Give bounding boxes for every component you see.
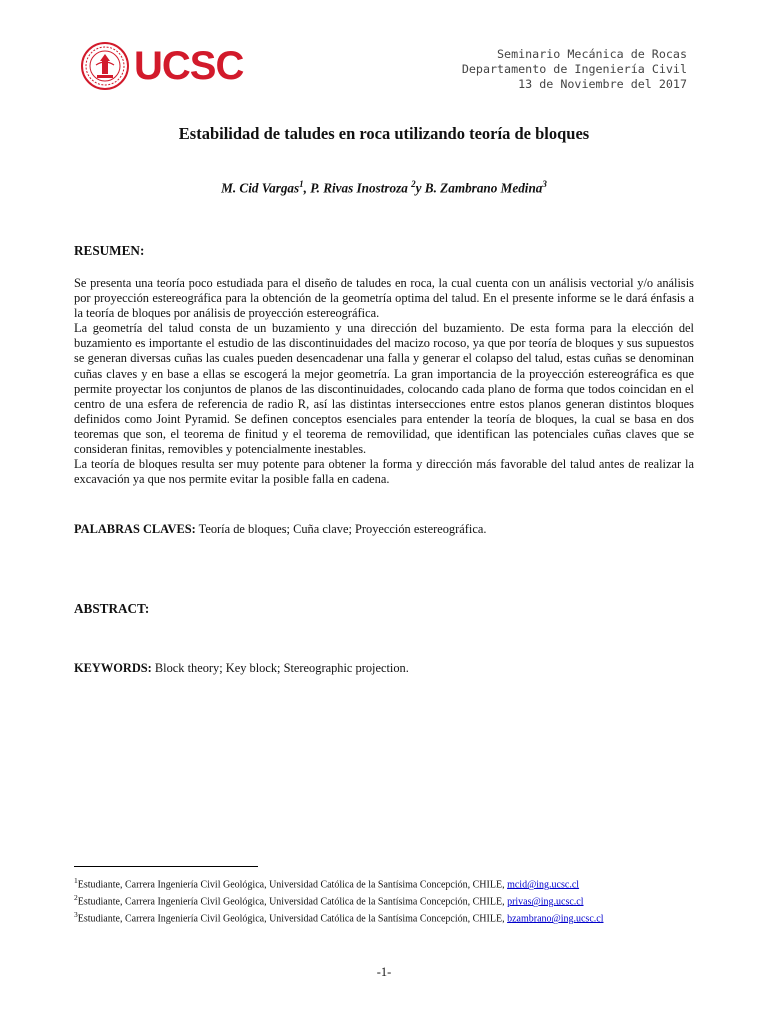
author-name: P. Rivas Inostroza xyxy=(310,180,412,196)
email-link[interactable]: mcid@ing.ucsc.cl xyxy=(507,879,580,891)
page-number: -1- xyxy=(376,965,392,979)
footnote xyxy=(74,909,603,925)
abstract-heading: ABSTRACT: xyxy=(74,601,150,616)
palabras-claves-label: PALABRAS CLAVES: xyxy=(74,522,196,536)
footnote-text: Estudiante, Carrera Ingeniería Civil Geológica, Universidad Católica de la Santísima Concepción, CHILE, xyxy=(77,896,508,908)
resumen-paragraph: La teoría de bloques resulta ser muy potente para obtener la forma y dirección más favorable del talud antes de realizar la excavación ya que nos permite evitar la posible falla en cadena. xyxy=(74,457,694,487)
email-link[interactable]: bzambrano@ing.ucsc.cl xyxy=(507,913,604,925)
header-seminar: Seminario Mecánica de Rocas xyxy=(497,47,687,61)
seminar-header xyxy=(462,47,687,92)
logo-text: UCSC xyxy=(134,44,244,88)
footnote xyxy=(74,892,584,908)
author-separator: , xyxy=(303,180,311,196)
author-name: B. Zambrano Medina xyxy=(424,180,543,196)
author-affiliation-mark: 2 xyxy=(411,179,416,189)
author-separator: y xyxy=(415,180,425,196)
resumen-paragraph: La geometría del talud consta de un buzamiento y una dirección del buzamiento. De esta forma para la elección del buzamiento es importante el estudio de las discontinuidades del macizo rocoso, ya que por teoría de bloques y sus supuestos se generan diversas cuñas las cuales pueden desencadenar una falla y generar el colapso del talud, estas cuñas se denominan cuñas claves y en base a ellas se escogerá la mejor geometría. La gran importancia de la proyección estereográfica es que permite proyectar los conjuntos de planos de las discontinuidades, colocando cada plano de forma que todos coincidan en el centro de una esfera de referencia de radio R, así las distintas intersecciones entre estos planos generan distintos bloques definidos como Joint Pyramid. Se definen conceptos esenciales para entender la teoría de bloques, la cual se basa en dos teoremas que son, el teorema de finitud y el teorema de removilidad, que identifican las potenciales cuñas claves que se consideran finitas, removibles y potencialmente inestables. xyxy=(74,321,694,457)
palabras-claves xyxy=(74,522,486,537)
footnote-mark: 1 xyxy=(74,876,78,885)
header-date: 13 de Noviembre del 2017 xyxy=(518,77,687,91)
author-affiliation-mark: 3 xyxy=(542,179,547,189)
keywords-label: KEYWORDS: xyxy=(74,661,152,675)
author-affiliation-mark: 1 xyxy=(299,179,304,189)
resumen-paragraph: Se presenta una teoría poco estudiada para el diseño de taludes en roca, la cual cuenta con un análisis vectorial y/o análisis por proyección estereográfica para la obtención de la geometría optima del talud. En el presente informe se le dará énfasis a la teoría de bloques por análisis de proyección estereográfica. xyxy=(74,276,694,321)
keywords xyxy=(74,661,409,676)
author-list xyxy=(0,179,768,196)
footnote-divider xyxy=(74,866,258,867)
footnote-mark: 3 xyxy=(74,910,78,919)
university-logo xyxy=(80,40,243,92)
footnote-text: Estudiante, Carrera Ingeniería Civil Geológica, Universidad Católica de la Santísima Concepción, CHILE, xyxy=(77,879,508,891)
header-department: Departamento de Ingeniería Civil xyxy=(461,62,687,76)
author-name: M. Cid Vargas xyxy=(221,180,300,196)
university-seal-icon xyxy=(80,41,130,91)
footnote-text: Estudiante, Carrera Ingeniería Civil Geológica, Universidad Católica de la Santísima Concepción, CHILE, xyxy=(77,913,508,925)
email-link[interactable]: privas@ing.ucsc.cl xyxy=(507,896,584,908)
footnote-mark: 2 xyxy=(74,893,78,902)
resumen-heading: RESUMEN: xyxy=(74,243,145,258)
resumen-body xyxy=(74,276,694,487)
footnote xyxy=(74,875,579,891)
palabras-claves-text: Teoría de bloques; Cuña clave; Proyección estereográfica. xyxy=(195,522,487,536)
keywords-text: Block theory; Key block; Stereographic projection. xyxy=(151,661,409,675)
paper-title: Estabilidad de taludes en roca utilizando teoría de bloques xyxy=(178,124,590,143)
